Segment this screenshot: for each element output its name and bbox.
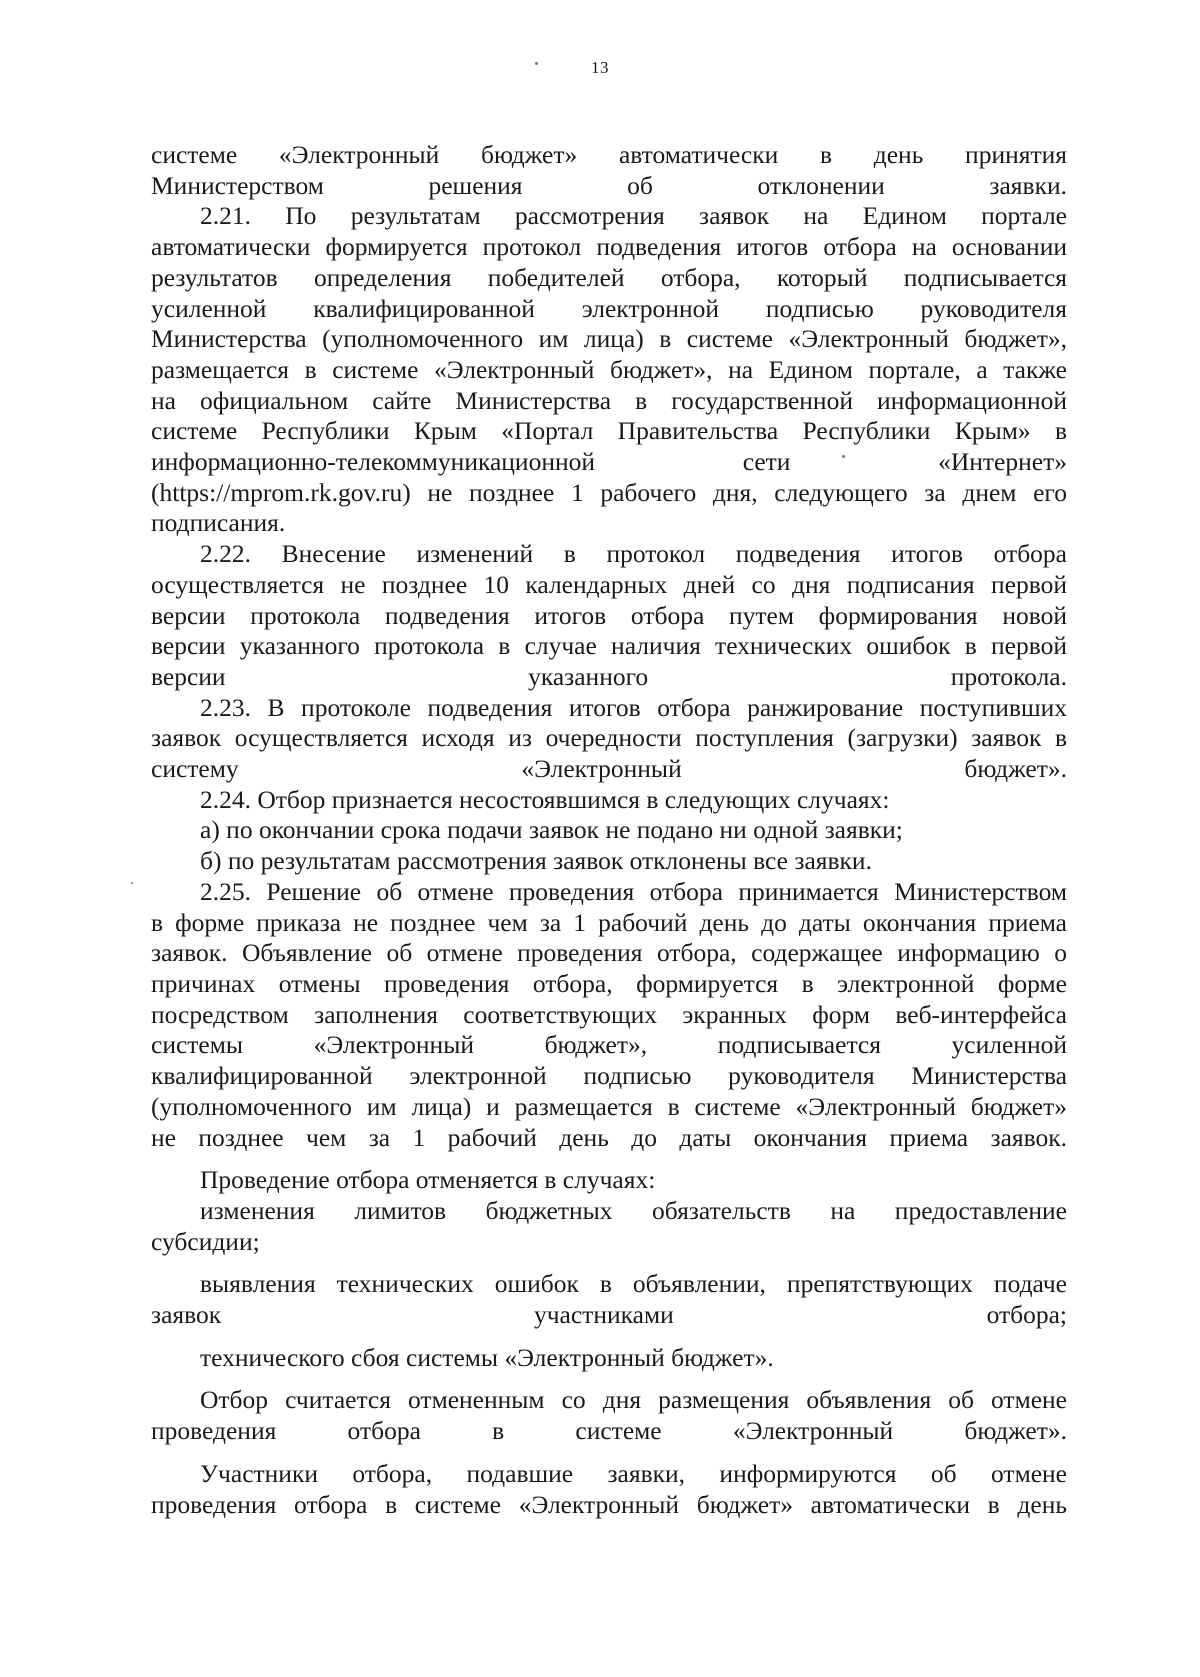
scan-speck	[131, 882, 133, 884]
paragraph-2-25: 2.25. Решение об отмене проведения отбора принимается Министерством в форме приказа не позднее чем за 1 рабочий день до даты окончания приема заявок. Объявление об отмене проведения отбора, содержащее информацию о причинах отмены проведения отбора, формируется в электронной форме посредством заполнения соответствующих экранных форм веб-интерфейса системы «Электронный бюджет», подписывается усиленной квалифицированной электронной подписью руководителя Министерства (уполномоченного им лица) и размещается в системе «Электронный бюджет» не позднее чем за 1 рабочий день до даты окончания приема заявок.	[151, 876, 1067, 1152]
list-item-2-24-b: б) по результатам рассмотрения заявок отклонены все заявки.	[200, 846, 872, 876]
list-item-cancel-errors: выявления технических ошибок в объявлении, препятствующих подаче заявок участниками отбора;	[151, 1269, 1067, 1330]
page-number: 13	[591, 58, 609, 77]
list-item-cancel-limits: изменения лимитов бюджетных обязательств на предоставление субсидии;	[151, 1195, 1067, 1256]
paragraph-2-23: 2.23. В протоколе подведения итогов отбора ранжирование поступивших заявок осуществляется исходя из очередности поступления (загрузки) заявок в систему «Электронный бюджет».	[151, 692, 1067, 784]
paragraph-cancelled-date: Отбор считается отмененным со дня размещения объявления об отмене проведения отбора в системе «Электронный бюджет».	[151, 1385, 1067, 1446]
paragraph-2-21: 2.21. По результатам рассмотрения заявок на Едином портале автоматически формируется протокол подведения итогов отбора на основании результатов определения победителей отбора, который подписывается усиленной квалифицированной электронной подписью руководителя Министерства (уполномоченного им лица) в системе «Электронный бюджет», размещается в системе «Электронный бюджет», на Едином портале, а также на официальном сайте Министерства в государственной информационной системе Республики Крым «Портал Правительства Республики Крым» в информационно-телекоммуникационной сети «Интернет» (https://mprom.rk.gov.ru) не позднее 1 рабочего дня, следующего за днем его подписания.	[151, 201, 1067, 538]
paragraph-participants: Участники отбора, подавшие заявки, информируются об отмене проведения отбора в системе «Электронный бюджет» автоматически в день	[151, 1458, 1067, 1519]
list-item-cancel-failure: технического сбоя системы «Электронный бюджет».	[200, 1342, 774, 1372]
list-item-2-24-a: а) по окончании срока подачи заявок не подано ни одной заявки;	[200, 815, 903, 845]
scan-speck	[535, 62, 538, 65]
paragraph-2-24: 2.24. Отбор признается несостоявшимся в следующих случаях:	[200, 784, 890, 814]
paragraph-continued: системе «Электронный бюджет» автоматически в день принятия Министерством решения об отклонении заявки.	[151, 140, 1067, 200]
document-body	[151, 140, 1067, 1520]
paragraph-2-22: 2.22. Внесение изменений в протокол подведения итогов отбора осуществляется не позднее 10 календарных дней со дня подписания первой версии протокола подведения итогов отбора путем формирования новой версии указанного протокола в случае наличия технических ошибок в первой версии указанного протокола.	[151, 539, 1067, 691]
paragraph-cancel-intro: Проведение отбора отменяется в случаях:	[200, 1165, 656, 1195]
